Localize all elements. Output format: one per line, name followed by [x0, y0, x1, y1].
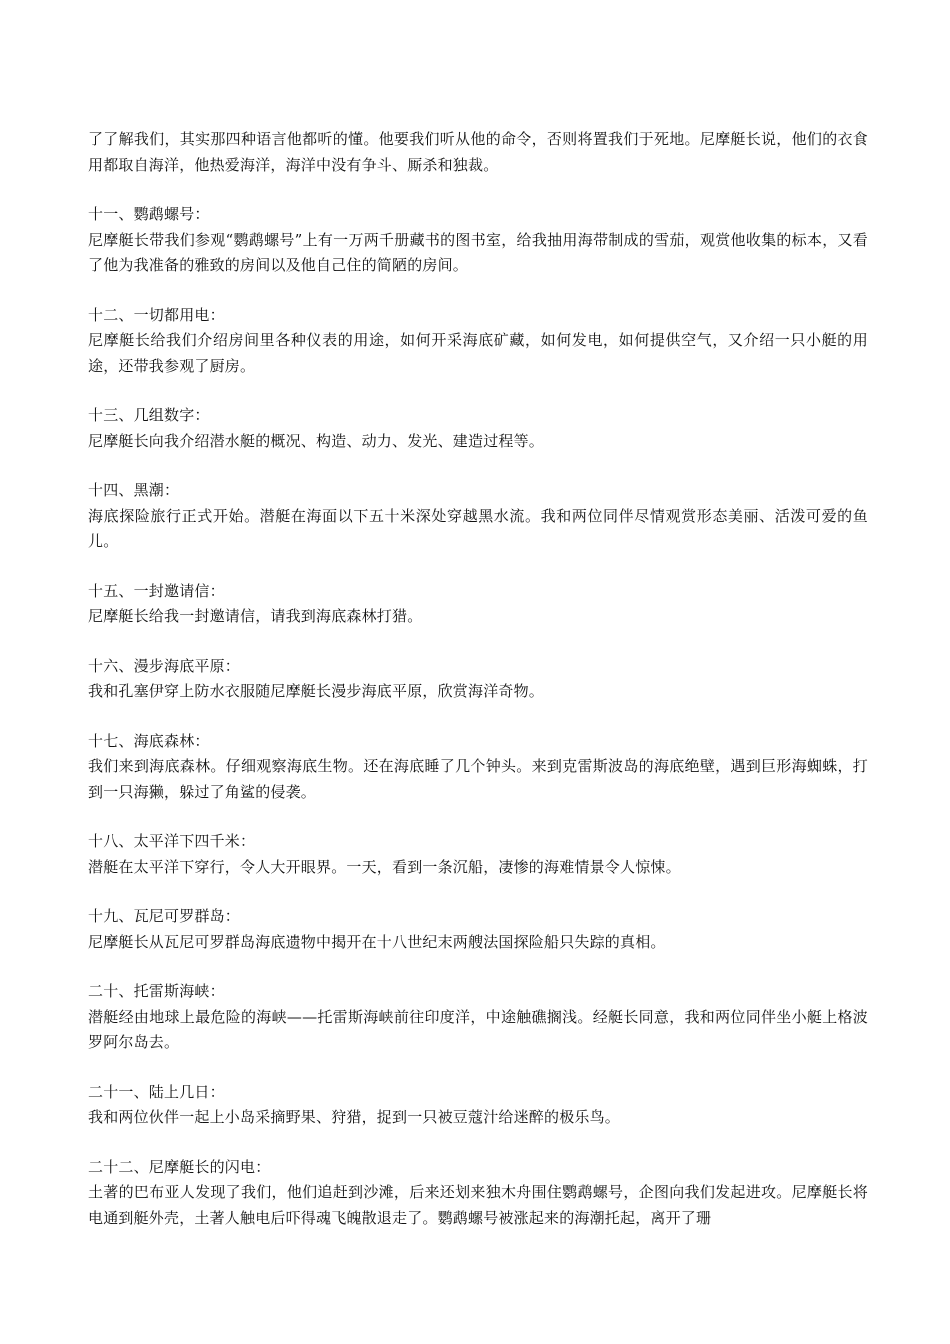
section-heading: 二十、托雷斯海峡：: [88, 982, 225, 1000]
section-body: 我和孔塞伊穿上防水衣服随尼摩艇长漫步海底平原，欣赏海洋奇物。: [88, 682, 545, 700]
section-body: 尼摩艇长带我们参观“鹦鹉螺号”上有一万两千册藏书的图书室，给我抽用海带制成的雪茄，观赏他收集的标本，又看了他为我准备的雅致的房间以及他自己住的简陋的房间。: [88, 230, 868, 274]
intro-paragraph: 了了解我们，其实那四种语言他都听的懂。他要我们听从他的命令，否则将置我们于死地。尼摩艇长说，他们的衣食用都取自海洋，他热爱海洋，海洋中没有争斗、厮杀和独裁。: [88, 130, 868, 174]
section-heading: 十二、一切都用电：: [88, 305, 225, 324]
section-body: 潜艇经由地球上最危险的海峡——托雷斯海峡前往印度洋，中途触礁搁浅。经艇长同意，我和两位同伴坐小艇上格波罗阿尔岛去。: [88, 1007, 868, 1051]
section-body: 尼摩艇长向我介绍潜水艇的概况、构造、动力、发光、建造过程等。: [88, 431, 545, 450]
section-heading: 十一、鹦鹉螺号：: [88, 205, 210, 223]
section-heading: 二十二、尼摩艇长的闪电：: [88, 1157, 271, 1176]
section-18: [88, 829, 868, 880]
section-12: [88, 303, 868, 380]
section-heading: 十三、几组数字：: [88, 406, 210, 424]
section-21: [88, 1080, 868, 1131]
section-body: 尼摩艇长从瓦尼可罗群岛海底遗物中揭开在十八世纪末两艘法国探险船只失踪的真相。: [88, 932, 666, 951]
section-body: 土著的巴布亚人发现了我们，他们追赶到沙滩，后来还划来独木舟围住鹦鹉螺号，企图向我们发起进攻。尼摩艇长将电通到艇外壳，土著人触电后吓得魂飞魄散退走了。鹦鹉螺号被涨起来的海潮托起，离开了珊: [88, 1183, 868, 1227]
section-19: [88, 904, 868, 955]
section-body: 海底探险旅行正式开始。潜艇在海面以下五十米深处穿越黑水流。我和两位同伴尽情观赏形态美丽、活泼可爱的鱼儿。: [88, 506, 868, 550]
section-13: [88, 403, 868, 454]
section-17: [88, 729, 868, 806]
section-body: 尼摩艇长给我一封邀请信，请我到海底森林打猎。: [88, 607, 423, 625]
section-heading: 二十一、陆上几日：: [88, 1082, 225, 1101]
section-16: [88, 654, 868, 705]
section-body: 潜艇在太平洋下穿行，令人大开眼界。一天，看到一条沉船，凄惨的海难情景令人惊悚。: [88, 857, 681, 876]
section-11: [88, 202, 868, 279]
section-heading: 十五、一封邀请信：: [88, 581, 225, 600]
section-heading: 十七、海底森林：: [88, 731, 210, 750]
section-heading: 十四、黑潮：: [88, 481, 180, 499]
section-22: [88, 1155, 868, 1232]
section-body: 我们来到海底森林。仔细观察海底生物。还在海底睡了几个钟头。来到克雷斯波岛的海底绝壁，遇到巨形海蜘蛛，打到一只海獭，躲过了角鲨的侵袭。: [88, 757, 868, 801]
section-body: 我和两位伙伴一起上小岛采摘野果、狩猎，捉到一只被豆蔻汁给迷醉的极乐鸟。: [88, 1108, 621, 1126]
section-body: 尼摩艇长给我们介绍房间里各种仪表的用途，如何开采海底矿藏，如何发电，如何提供空气，又介绍一只小艇的用途，还带我参观了厨房。: [88, 331, 868, 375]
section-15: [88, 579, 868, 630]
section-heading: 十六、漫步海底平原：: [88, 656, 241, 675]
section-20: [88, 979, 868, 1056]
section-heading: 十八、太平洋下四千米：: [88, 832, 256, 850]
document-page: [88, 127, 868, 1255]
section-14: [88, 478, 868, 555]
section-heading: 十九、瓦尼可罗群岛：: [88, 907, 241, 925]
